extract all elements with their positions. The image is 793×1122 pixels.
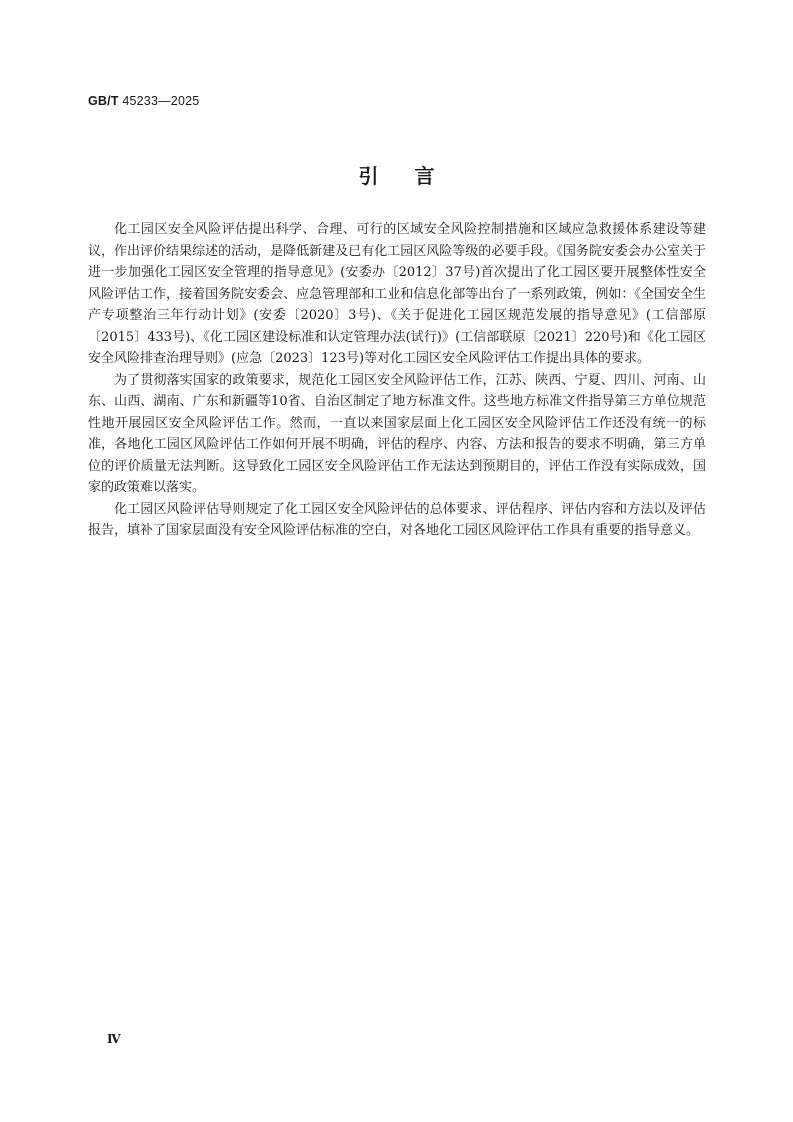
standard-code-number: 45233—2025 — [118, 94, 200, 108]
paragraph-1: 化工园区安全风险评估提出科学、合理、可行的区域安全风险控制措施和区域应急救援体系建设等建议，作出评价结果综述的活动，是降低新建及已有化工园区风险等级的必要手段。《国务院安委会办公室关于进一步加强化工园区安全管理的指导意见》(安委办〔2012〕37号)首次提出了化工园区要开展整体性安全风险评估工作，接着国务院安委会、应急管理部和工业和信息化部等出台了一系列政策，例如：《全国安全生产专项整治三年行动计划》(安委〔2020〕3号)、《关于促进化工园区规范发展的指导意见》(工信部原〔2015〕433号)、《化工园区建设标准和认定管理办法(试行)》(工信部联原〔2021〕220号)和《化工园区安全风险排查治理导则》(应急〔2023〕123号)等对化工园区安全风险评估工作提出具体的要求。 — [88, 222, 706, 366]
page-number: Ⅳ — [107, 1032, 121, 1046]
body-content — [88, 219, 706, 542]
section-title: 引言 — [358, 164, 471, 188]
standard-code-header — [88, 94, 199, 108]
standard-code-prefix: GB/T — [88, 94, 119, 108]
paragraph-3: 化工园区风险评估导则规定了化工园区安全风险评估的总体要求、评估程序、评估内容和方法以及评估报告，填补了国家层面没有安全风险评估标准的空白，对各地化工园区风险评估工作具有重要的指导意义。 — [88, 501, 706, 538]
paragraph-2: 为了贯彻落实国家的政策要求，规范化工园区安全风险评估工作，江苏、陕西、宁夏、四川、河南、山东、山西、湖南、广东和新疆等10省、自治区制定了地方标准文件。这些地方标准文件指导第三方单位规范性地开展园区安全风险评估工作。然而，一直以来国家层面上化工园区安全风险评估工作还没有统一的标准，各地化工园区风险评估工作如何开展不明确，评估的程序、内容、方法和报告的要求不明确，第三方单位的评价质量无法判断。这导致化工园区安全风险评估工作无法达到预期目的，评估工作没有实际成效，国家的政策难以落实。 — [88, 372, 706, 495]
